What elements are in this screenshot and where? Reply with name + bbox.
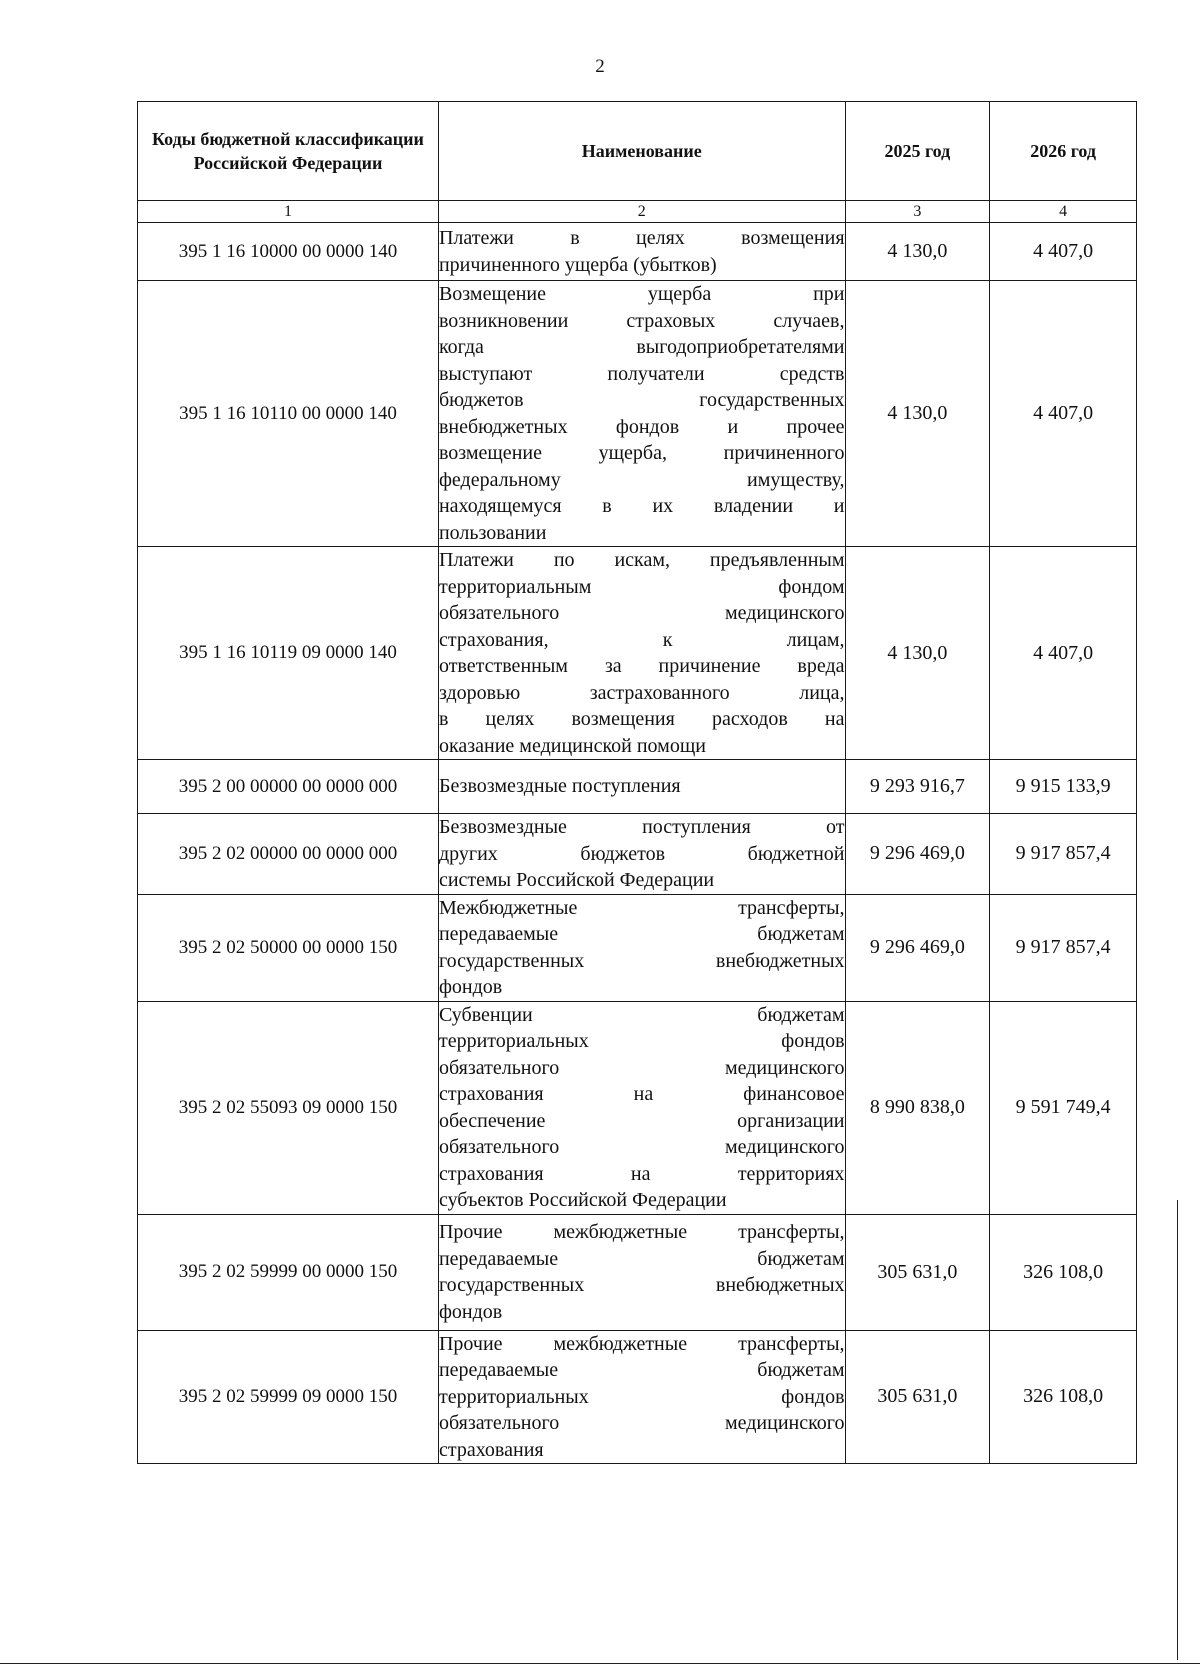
budget-code-cell: 395 2 02 00000 00 0000 000 xyxy=(138,814,439,895)
scan-edge-line xyxy=(1177,1200,1179,1660)
description-line: территориальным фондом xyxy=(438,575,845,598)
description-line: выступают получатели средств xyxy=(438,362,845,385)
description-line: страхования, к лицам, xyxy=(438,628,845,651)
description-line: Прочие межбюджетные трансферты, xyxy=(438,1332,845,1355)
description-line: Платежи по искам, предъявленным xyxy=(438,549,845,571)
description-line: Безвозмездные поступления xyxy=(438,775,681,798)
scan-edge-line xyxy=(0,1663,1200,1665)
budget-code-cell: 395 2 02 59999 00 0000 150 xyxy=(138,1214,439,1330)
description-line: фондов xyxy=(438,976,503,998)
description-line: пользовании xyxy=(438,521,547,544)
table-row xyxy=(138,281,1137,547)
description-cell xyxy=(438,1001,845,1214)
value-2025-cell: 305 631,0 xyxy=(845,1330,990,1464)
description-cell xyxy=(438,281,845,547)
description-line: бюджетов государственных xyxy=(438,389,845,411)
description-line: обязательного медицинского xyxy=(438,602,845,624)
value-2025-cell: 4 130,0 xyxy=(845,547,990,760)
table-row xyxy=(138,894,1137,1001)
header-budget-codes: Коды бюджетной классификации Российской Федерации xyxy=(138,102,439,201)
description-line: Субвенции бюджетам xyxy=(438,1003,845,1026)
description-line: обязательного медицинского xyxy=(438,1412,845,1434)
description-line: других бюджетов бюджетной xyxy=(438,842,845,865)
column-numbers-row xyxy=(138,201,1137,223)
description-line: возникновении страховых случаев, xyxy=(438,309,845,332)
description-line: федеральному имуществу, xyxy=(438,468,845,491)
budget-code-cell: 395 1 16 10000 00 0000 140 xyxy=(138,223,439,281)
column-number: 3 xyxy=(845,201,990,223)
table-row xyxy=(138,1001,1137,1214)
table-row xyxy=(138,223,1137,281)
description-cell xyxy=(438,760,845,814)
description-line: Межбюджетные трансферты, xyxy=(438,896,845,919)
description-line: обязательного медицинского xyxy=(438,1056,845,1079)
value-2026-cell: 326 108,0 xyxy=(990,1214,1137,1330)
description-line: Платежи в целях возмещения xyxy=(438,227,845,249)
description-line: передаваемые бюджетам xyxy=(438,1359,845,1381)
description-line: в целях возмещения расходов на xyxy=(438,708,845,730)
budget-code-cell: 395 2 00 00000 00 0000 000 xyxy=(138,760,439,814)
description-line: когда выгодоприобретателями xyxy=(438,336,845,358)
budget-code-cell: 395 1 16 10110 00 0000 140 xyxy=(138,281,439,547)
description-cell xyxy=(438,894,845,1001)
table-header-row xyxy=(138,102,1137,201)
budget-code-cell: 395 2 02 50000 00 0000 150 xyxy=(138,894,439,1001)
value-2025-cell: 9 296 469,0 xyxy=(845,814,990,895)
description-line: ответственным за причинение вреда xyxy=(438,655,845,677)
value-2025-cell: 9 296 469,0 xyxy=(845,894,990,1001)
description-line: системы Российской Федерации xyxy=(438,869,715,891)
description-line: оказание медицинской помощи xyxy=(438,734,706,757)
description-line: возмещение ущерба, причиненного xyxy=(438,442,845,464)
header-year-2026: 2026 год xyxy=(990,102,1137,201)
description-cell xyxy=(438,814,845,895)
description-cell xyxy=(438,1330,845,1464)
value-2026-cell: 9 915 133,9 xyxy=(990,760,1137,814)
description-line: страхования на финансовое xyxy=(438,1083,845,1105)
column-number: 4 xyxy=(990,201,1137,223)
description-line: Возмещение ущерба при xyxy=(438,283,845,305)
value-2026-cell: 9 917 857,4 xyxy=(990,814,1137,895)
description-line: находящемуся в их владении и xyxy=(438,495,845,517)
description-line: обеспечение организации xyxy=(438,1109,845,1132)
description-line: причиненного ущерба (убытков) xyxy=(438,253,717,276)
table-row xyxy=(138,547,1137,760)
column-number: 1 xyxy=(138,201,439,223)
value-2026-cell: 4 407,0 xyxy=(990,547,1137,760)
description-line: передаваемые бюджетам xyxy=(438,923,845,945)
table-row xyxy=(138,814,1137,895)
budget-code-cell: 395 2 02 59999 09 0000 150 xyxy=(138,1330,439,1464)
description-cell xyxy=(438,547,845,760)
column-number: 2 xyxy=(438,201,845,223)
description-line: фондов xyxy=(438,1300,503,1323)
description-line: страхования xyxy=(438,1438,544,1461)
description-line: страхования на территориях xyxy=(438,1162,845,1185)
value-2026-cell: 4 407,0 xyxy=(990,281,1137,547)
value-2025-cell: 305 631,0 xyxy=(845,1214,990,1330)
description-line: внебюджетных фондов и прочее xyxy=(438,415,845,438)
table-row xyxy=(138,760,1137,814)
description-line: обязательного медицинского xyxy=(438,1136,845,1158)
description-line: субъектов Российской Федерации xyxy=(438,1189,727,1211)
description-line: государственных внебюджетных xyxy=(438,1274,845,1296)
value-2026-cell: 9 917 857,4 xyxy=(990,894,1137,1001)
page-number: 2 xyxy=(595,56,605,77)
header-year-2025: 2025 год xyxy=(845,102,990,201)
value-2025-cell: 8 990 838,0 xyxy=(845,1001,990,1214)
value-2026-cell: 9 591 749,4 xyxy=(990,1001,1137,1214)
description-line: территориальных фондов xyxy=(438,1385,845,1408)
value-2026-cell: 326 108,0 xyxy=(990,1330,1137,1464)
description-line: передаваемые бюджетам xyxy=(438,1247,845,1270)
header-name: Наименование xyxy=(438,102,845,201)
table-row xyxy=(138,1330,1137,1464)
value-2025-cell: 9 293 916,7 xyxy=(845,760,990,814)
description-line: здоровью застрахованного лица, xyxy=(438,681,845,704)
table-row xyxy=(138,1214,1137,1330)
description-line: Прочие межбюджетные трансферты, xyxy=(438,1221,845,1243)
description-line: государственных внебюджетных xyxy=(438,949,845,972)
value-2026-cell: 4 407,0 xyxy=(990,223,1137,281)
description-line: Безвозмездные поступления от xyxy=(438,816,845,838)
description-line: территориальных фондов xyxy=(438,1030,845,1052)
description-cell xyxy=(438,223,845,281)
table-body xyxy=(138,223,1137,1464)
budget-code-cell: 395 1 16 10119 09 0000 140 xyxy=(138,547,439,760)
description-cell xyxy=(438,1214,845,1330)
budget-code-cell: 395 2 02 55093 09 0000 150 xyxy=(138,1001,439,1214)
value-2025-cell: 4 130,0 xyxy=(845,223,990,281)
budget-classification-table xyxy=(137,101,1137,1464)
value-2025-cell: 4 130,0 xyxy=(845,281,990,547)
